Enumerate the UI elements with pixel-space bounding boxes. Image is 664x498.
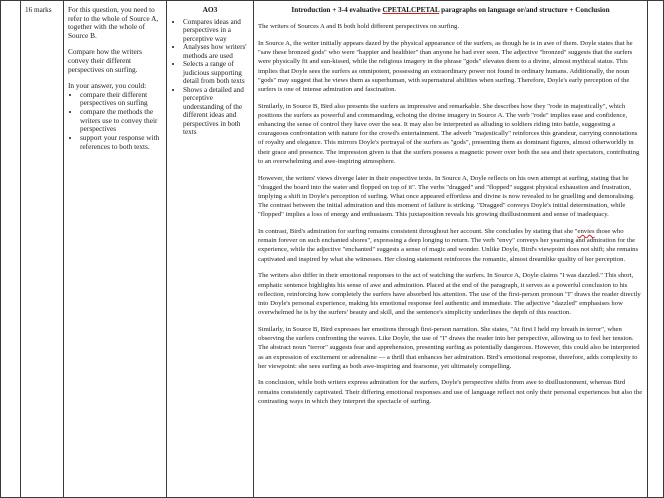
answer-paragraph: The writers also differ in their emotional responses to the act of watching the surfers. In Source A, Doyle claims "I was dazzled." This short, emphatic sentence highlights his sense of awe and admiration. Placed at the end of the paragraph, it serves as a powerful conclusion to his reflection, reinforcing how completely the surfers have absorbed his attention. The use of the first-person pronoun "I" draws the reader directly into Doyle's personal experience, making his emotional response feel authentic and immediate. The adjective "dazzled" emphasises how overwhelmed he is by the surfers' beauty and skill, and the sentence's simplicity underlines the depth of this reaction.: [258, 272, 641, 317]
question-bullet: • compare the methods the writers use to convey their perspectives: [80, 108, 162, 134]
ao-cell: [167, 1, 254, 498]
answer-heading: [258, 6, 643, 15]
question-intro: For this question, you need to refer to the whole of Source A, together with the whole of Source B.: [68, 5, 159, 41]
ao-bullet: • Selects a range of judicious supporting detail from both texts: [183, 60, 249, 86]
answer-heading-end: paragraphs on language or/and structure + Conclusion: [439, 6, 610, 14]
question-cell: [64, 1, 167, 498]
question-bullet: • support your response with references to both texts.: [80, 134, 162, 151]
answer-paragraph-conclusion: In conclusion, while both writers express admiration for the surfers, Doyle's perspective shifts from awe to disillusionment, whereas Bird remains consistently captivated. Their differing emotional responses and use of language reflect not only their personal experiences but also the contrasting ways in which they interpret the spectacle of surfing.: [258, 379, 643, 405]
answer-paragraph: Similarly, in Source B, Bird also presents the surfers as impressive and remarkable. She describes how they "rode in majestically", which positions the surfers as powerful and commanding, echoing the divine imagery in Source A. The verb "rode" implies ease and confidence, enhancing the sense of control they have over the sea. It may also be interpreted as alluding to soldiers riding into battle, suggesting a courageous confrontation with nature for the crowd's entertainment. The adverb "majestically" reinforces this grandeur, carrying connotations of royalty and elegance. This mirrors Doyle's portrayal of the surfers as "gods", presenting them as dominant figures, almost otherworldly in their grace and presence. The impression given is that the surfers possess a magnetic power over both the sea and their spectators, contributing to an overwhelming and awe-inspiring atmosphere.: [258, 102, 640, 165]
answer-paragraph: [258, 227, 643, 264]
question-task: Compare how the writers convey their different perspectives on surfing.: [68, 47, 142, 74]
model-answer-cell: [254, 1, 648, 498]
answer-paragraph-text: those who remain forever on such enchanted shores", expressing a deep longing to return. The verb "envy" conveys her yearning and admiration for the experience, while the adjective "enchanted" suggests a sense of magic and wonder. Unlike Doyle, Bird's viewpoint does not shift; she remains captivated and inspired by what she witnesses. Her closing statement reinforces the romantic, almost dreamlike quality of her perception.: [258, 228, 639, 263]
answer-paragraph-intro: The writers of Sources A and B both hold different perspectives on surfing.: [258, 23, 460, 31]
table-row: [1, 1, 664, 498]
answer-paragraph-text: In contrast, Bird's admiration for surfing remains consistent throughout her account. She concludes by stating that she ": [258, 228, 578, 236]
left-gutter-cell: [1, 1, 21, 498]
ao-heading: AO3: [202, 5, 218, 14]
ao-bullets: [171, 18, 249, 137]
answer-heading-start: Introduction + 3-4 evaluative: [291, 6, 383, 14]
right-edge-cell: [648, 1, 664, 498]
question-bullets: [68, 91, 162, 152]
answer-heading-acronym: CPETALCPETAL: [382, 6, 440, 14]
question-bullet: • compare their different perspectives on surfing: [80, 91, 162, 108]
question-could-label: In your answer, you could:: [68, 80, 147, 90]
ao-bullet: • Compares ideas and perspectives in a perceptive way: [183, 18, 249, 44]
answer-paragraph: In Source A, the writer initially appears dazed by the physical appearance of the surfers, as though he is in awe of them. Doyle states that he "saw these bronzed gods" who were "happier and healthier" than anyone he had ever seen. The adjective "bronzed" suggests that the surfers were physically fit and sun-kissed, while the religious imagery in the phrase "gods" elevates them to a divine, almost mythical status. This implies that Doyle sees the surfers as omnipotent, possessing an extraordinary power not found in ordinary humans. Additionally, the noun "gods" may suggest that he views them as superhuman, with supernatural abilities when surfing. Therefore, Doyle's early perception of the surfers is one of intense admiration and fascination.: [258, 39, 633, 93]
marks-label: 16 marks: [25, 6, 52, 14]
marks-cell: [21, 1, 64, 498]
answer-paragraph: Similarly, in Source B, Bird expresses her emotions through first-person narration. She states, "At first I held my breath in terror", when observing the surfers confronting the waves. Like Doyle, the use of "I" draws the reader into her perspective, allowing us to feel her tension. The abstract noun "terror" suggests fear and apprehension, presenting surfing as potentially dangerous. However, this could also be interpreted as an expression of excitement or adrenaline — a thrill that enhances her admiration. Bird's emotional response, therefore, adds complexity to her viewpoint: she sees surfing as both awe-inspiring and fearsome, yet ultimately compelling.: [258, 325, 640, 370]
answer-paragraph: However, the writers' views diverge later in their respective texts. In Source A, Doyle reflects on his own attempt at surfing, stating that he "dragged the board into the water and flopped on top of it". The verbs "dragged" and "flopped" suggest physical exhaustion and frustration, implying a shift in Doyle's perception of surfing. What once appeared effortless and divine is now revealed to be gruelling and demoralising. The contrast between the initial admiration and this moment of failure is striking. "Dragged" conveys Doyle's initial determination, while "flopped" implies a loss of energy and enthusiasm. This juxtaposition reveals his growing disillusionment and sense of inadequacy.: [258, 174, 635, 219]
ao-bullet: • Shows a detailed and perceptive understanding of the different ideas and perspectives in both texts: [183, 86, 249, 137]
ao-bullet: • Analyses how writers' methods are used: [183, 43, 249, 60]
spellcheck-flagged-word[interactable]: envies: [577, 228, 595, 236]
